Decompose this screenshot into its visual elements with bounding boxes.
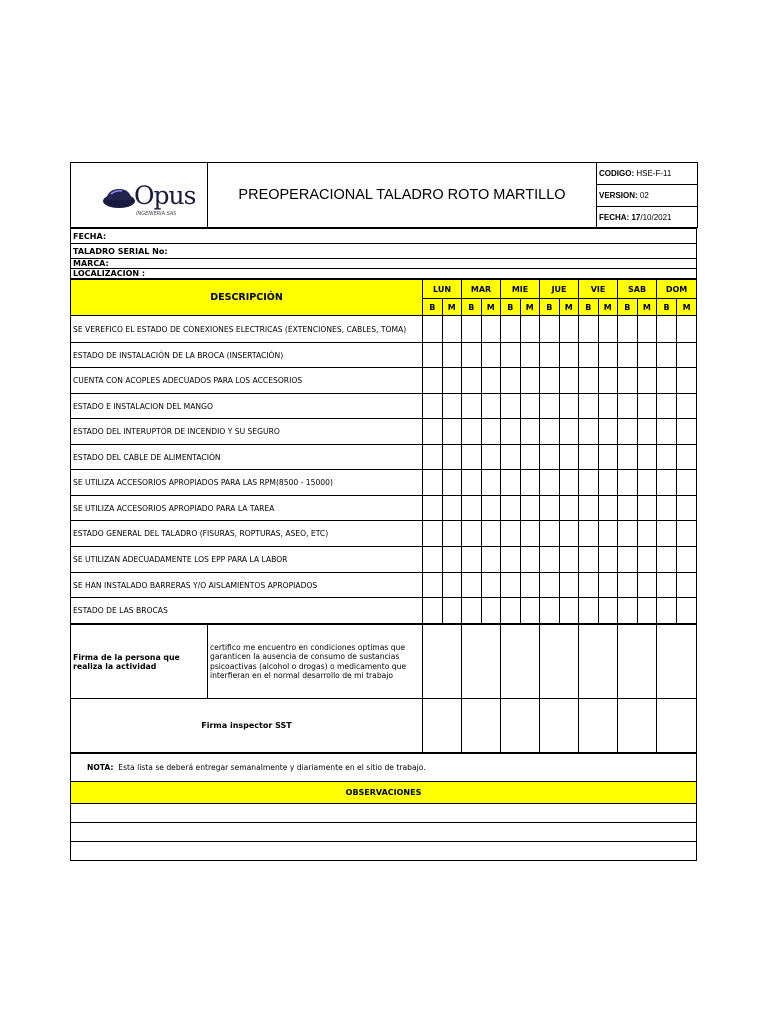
check-cell-sab-b[interactable] xyxy=(618,343,638,368)
observaciones-line[interactable] xyxy=(71,823,697,842)
helmet-icon xyxy=(102,187,136,209)
check-cell-vie-b[interactable] xyxy=(579,419,599,445)
check-cell-mie-b[interactable] xyxy=(501,419,521,445)
sub-b: B xyxy=(462,299,482,316)
check-cell-vie-b[interactable] xyxy=(579,470,599,496)
check-cell-mar-m[interactable] xyxy=(481,470,501,496)
check-cell-vie-m[interactable] xyxy=(598,470,618,496)
check-cell-mar-b[interactable] xyxy=(462,343,482,368)
check-cell-vie-m[interactable] xyxy=(598,419,618,445)
check-cell-dom-m[interactable] xyxy=(677,316,697,343)
header-table xyxy=(70,162,698,228)
check-cell-lun-b[interactable] xyxy=(423,521,443,547)
check-cell-lun-b[interactable] xyxy=(423,598,443,624)
sub-m: M xyxy=(677,299,697,316)
check-cell-sab-b[interactable] xyxy=(618,394,638,419)
checklist-body xyxy=(71,280,697,624)
check-cell-vie-m[interactable] xyxy=(598,573,618,598)
check-cell-lun-m[interactable] xyxy=(442,521,462,547)
check-cell-mar-m[interactable] xyxy=(481,521,501,547)
check-cell-vie-b[interactable] xyxy=(579,521,599,547)
check-cell-lun-m[interactable] xyxy=(442,316,462,343)
check-cell-dom-m[interactable] xyxy=(677,547,697,573)
check-cell-sab-b[interactable] xyxy=(618,316,638,343)
check-cell-jue-m[interactable] xyxy=(559,316,579,343)
check-cell-vie-m[interactable] xyxy=(598,496,618,521)
check-cell-vie-m[interactable] xyxy=(598,316,618,343)
checklist-row xyxy=(71,521,697,547)
logo-text: Opus xyxy=(134,181,196,210)
check-cell-sab-m[interactable] xyxy=(637,343,657,368)
sub-m: M xyxy=(481,299,501,316)
firma-inspector-vie[interactable] xyxy=(579,699,618,753)
check-cell-jue-b[interactable] xyxy=(540,394,560,419)
fecha-meta-rest: /10/2021 xyxy=(640,212,672,222)
check-cell-dom-m[interactable] xyxy=(677,445,697,470)
firma-persona-vie[interactable] xyxy=(579,625,618,699)
check-cell-mie-m[interactable] xyxy=(520,521,540,547)
check-cell-sab-b[interactable] xyxy=(618,368,638,394)
check-cell-mar-b[interactable] xyxy=(462,419,482,445)
day-header-mar: MAR xyxy=(462,280,501,299)
sub-m: M xyxy=(559,299,579,316)
check-cell-mar-b[interactable] xyxy=(462,368,482,394)
check-cell-mie-m[interactable] xyxy=(520,445,540,470)
checklist-item-label: ESTADO DE LAS BROCAS xyxy=(71,598,423,624)
firma-inspector-lun[interactable] xyxy=(423,699,462,753)
nota-text: Esta lista se deberá entregar semanalmente y diariamente en el sitio de trabajo. xyxy=(118,763,426,772)
check-cell-jue-m[interactable] xyxy=(559,394,579,419)
check-cell-mar-m[interactable] xyxy=(481,547,501,573)
checklist-item-label: ESTADO E INSTALACION DEL MANGO xyxy=(71,394,423,419)
check-cell-mar-m[interactable] xyxy=(481,496,501,521)
check-cell-mar-m[interactable] xyxy=(481,445,501,470)
check-cell-vie-b[interactable] xyxy=(579,598,599,624)
checklist-item-label: ESTADO DEL CABLE DE ALIMENTACIÓN xyxy=(71,445,423,470)
check-cell-mar-m[interactable] xyxy=(481,419,501,445)
check-cell-lun-m[interactable] xyxy=(442,547,462,573)
check-cell-mie-m[interactable] xyxy=(520,394,540,419)
day-header-mie: MIE xyxy=(501,280,540,299)
check-cell-vie-b[interactable] xyxy=(579,368,599,394)
taladro-serial-field[interactable]: TALADRO SERIAL No: xyxy=(71,244,697,259)
check-cell-mar-m[interactable] xyxy=(481,368,501,394)
check-cell-vie-m[interactable] xyxy=(598,598,618,624)
check-cell-lun-m[interactable] xyxy=(442,394,462,419)
sub-b: B xyxy=(501,299,521,316)
check-cell-sab-b[interactable] xyxy=(618,496,638,521)
check-cell-mie-b[interactable] xyxy=(501,496,521,521)
check-cell-jue-m[interactable] xyxy=(559,419,579,445)
version-value: 02 xyxy=(639,191,649,200)
firma-inspector-mie[interactable] xyxy=(501,699,540,753)
checklist-row xyxy=(71,496,697,521)
checklist-item-label: SE UTILIZA ACCESORIOS APROPIADO PARA LA TAREA xyxy=(71,496,423,521)
check-cell-mar-b[interactable] xyxy=(462,573,482,598)
check-cell-jue-m[interactable] xyxy=(559,598,579,624)
check-cell-vie-m[interactable] xyxy=(598,368,618,394)
checklist-item-label: CUENTA CON ACOPLES ADECUADOS PARA LOS ACCESORIOS xyxy=(71,368,423,394)
check-cell-mie-m[interactable] xyxy=(520,496,540,521)
check-cell-dom-b[interactable] xyxy=(657,496,677,521)
codigo-label: CODIGO: xyxy=(599,169,635,178)
check-cell-lun-b[interactable] xyxy=(423,547,443,573)
check-cell-mie-m[interactable] xyxy=(520,368,540,394)
check-cell-dom-b[interactable] xyxy=(657,573,677,598)
version-label: VERSION: xyxy=(599,191,638,200)
check-cell-mie-m[interactable] xyxy=(520,573,540,598)
fecha-meta-day: 17 xyxy=(631,212,641,222)
check-cell-dom-b[interactable] xyxy=(657,521,677,547)
check-cell-sab-b[interactable] xyxy=(618,419,638,445)
check-cell-sab-m[interactable] xyxy=(637,368,657,394)
check-cell-jue-m[interactable] xyxy=(559,521,579,547)
sub-b: B xyxy=(540,299,560,316)
inspection-form xyxy=(70,162,697,861)
check-cell-dom-b[interactable] xyxy=(657,394,677,419)
checklist-row xyxy=(71,573,697,598)
check-cell-mie-b[interactable] xyxy=(501,470,521,496)
check-cell-jue-m[interactable] xyxy=(559,547,579,573)
firma-persona-dom[interactable] xyxy=(657,625,697,699)
check-cell-jue-b[interactable] xyxy=(540,573,560,598)
observaciones-header: OBSERVACIONES xyxy=(71,782,697,804)
check-cell-dom-b[interactable] xyxy=(657,598,677,624)
check-cell-dom-m[interactable] xyxy=(677,573,697,598)
check-cell-jue-b[interactable] xyxy=(540,445,560,470)
certifico-text: certifico me encuentro en condiciones optimas que garanticen la ausencia de consumo de sustancias psicoactivas (alcohol o drogas) o medicamento que interfieran en el normal desarrollo de mi trabajo xyxy=(208,625,423,699)
check-cell-jue-b[interactable] xyxy=(540,419,560,445)
check-cell-dom-m[interactable] xyxy=(677,496,697,521)
check-cell-lun-b[interactable] xyxy=(423,316,443,343)
check-cell-sab-m[interactable] xyxy=(637,521,657,547)
check-cell-mie-b[interactable] xyxy=(501,547,521,573)
check-cell-mar-b[interactable] xyxy=(462,470,482,496)
checklist-item-label: SE HAN INSTALADO BARRERAS Y/O AISLAMIENTOS APROPIADOS xyxy=(71,573,423,598)
check-cell-mar-b[interactable] xyxy=(462,445,482,470)
checklist-row xyxy=(71,394,697,419)
check-cell-mar-m[interactable] xyxy=(481,394,501,419)
firma-inspector-dom[interactable] xyxy=(657,699,697,753)
day-header-vie: VIE xyxy=(579,280,618,299)
check-cell-dom-b[interactable] xyxy=(657,419,677,445)
check-cell-sab-b[interactable] xyxy=(618,547,638,573)
check-cell-sab-m[interactable] xyxy=(637,445,657,470)
sub-m: M xyxy=(598,299,618,316)
check-cell-lun-b[interactable] xyxy=(423,419,443,445)
check-cell-dom-b[interactable] xyxy=(657,343,677,368)
logo-cell xyxy=(71,163,208,228)
check-cell-lun-b[interactable] xyxy=(423,343,443,368)
check-cell-mar-b[interactable] xyxy=(462,598,482,624)
check-cell-sab-m[interactable] xyxy=(637,419,657,445)
firma-persona-lun[interactable] xyxy=(423,625,462,699)
check-cell-mar-m[interactable] xyxy=(481,598,501,624)
check-cell-vie-b[interactable] xyxy=(579,394,599,419)
check-cell-sab-b[interactable] xyxy=(618,521,638,547)
fecha-meta-label: FECHA: xyxy=(599,212,630,222)
nota-label: NOTA: xyxy=(87,763,114,772)
sub-b: B xyxy=(579,299,599,316)
checklist-row xyxy=(71,368,697,394)
check-cell-jue-b[interactable] xyxy=(540,343,560,368)
check-cell-lun-m[interactable] xyxy=(442,598,462,624)
check-cell-mar-b[interactable] xyxy=(462,496,482,521)
check-cell-jue-b[interactable] xyxy=(540,368,560,394)
sub-m: M xyxy=(520,299,540,316)
checklist-row xyxy=(71,343,697,368)
check-cell-lun-b[interactable] xyxy=(423,445,443,470)
check-cell-mar-b[interactable] xyxy=(462,521,482,547)
check-cell-mie-m[interactable] xyxy=(520,316,540,343)
check-cell-sab-m[interactable] xyxy=(637,547,657,573)
marca-field[interactable]: MARCA: xyxy=(71,259,697,269)
check-cell-mie-b[interactable] xyxy=(501,521,521,547)
check-cell-mie-b[interactable] xyxy=(501,445,521,470)
check-cell-jue-b[interactable] xyxy=(540,598,560,624)
firma-inspector-sab[interactable] xyxy=(618,699,657,753)
checklist-item-label: ESTADO DEL INTERUPTOR DE INCENDIO Y SU SEGURO xyxy=(71,419,423,445)
check-cell-mie-b[interactable] xyxy=(501,394,521,419)
check-cell-lun-m[interactable] xyxy=(442,573,462,598)
check-cell-sab-m[interactable] xyxy=(637,394,657,419)
check-cell-jue-b[interactable] xyxy=(540,496,560,521)
checklist-row xyxy=(71,547,697,573)
check-cell-vie-m[interactable] xyxy=(598,343,618,368)
check-cell-mar-b[interactable] xyxy=(462,547,482,573)
check-cell-lun-b[interactable] xyxy=(423,573,443,598)
checklist-item-label: SE UTILIZAN ADECUADAMENTE LOS EPP PARA LA LABOR xyxy=(71,547,423,573)
firma-persona-label: Firma de la persona que realiza la actividad xyxy=(71,625,208,699)
check-cell-vie-b[interactable] xyxy=(579,573,599,598)
check-cell-lun-m[interactable] xyxy=(442,470,462,496)
check-cell-lun-m[interactable] xyxy=(442,445,462,470)
check-cell-lun-m[interactable] xyxy=(442,343,462,368)
checklist-item-label: ESTADO GENERAL DEL TALADRO (FISURAS, ROPTURAS, ASEO, ETC) xyxy=(71,521,423,547)
firma-persona-mie[interactable] xyxy=(501,625,540,699)
check-cell-dom-b[interactable] xyxy=(657,470,677,496)
check-cell-lun-m[interactable] xyxy=(442,368,462,394)
day-header-lun: LUN xyxy=(423,280,462,299)
check-cell-dom-m[interactable] xyxy=(677,394,697,419)
check-cell-mie-m[interactable] xyxy=(520,470,540,496)
check-cell-vie-m[interactable] xyxy=(598,394,618,419)
check-cell-mie-m[interactable] xyxy=(520,547,540,573)
check-cell-jue-b[interactable] xyxy=(540,547,560,573)
check-cell-mie-m[interactable] xyxy=(520,419,540,445)
check-cell-lun-b[interactable] xyxy=(423,496,443,521)
descripcion-header: DESCRIPCIÓN xyxy=(71,280,423,316)
checklist-row xyxy=(71,470,697,496)
check-cell-sab-m[interactable] xyxy=(637,316,657,343)
check-cell-dom-m[interactable] xyxy=(677,368,697,394)
nota-table xyxy=(70,753,697,861)
version-cell xyxy=(597,185,698,207)
check-cell-mar-m[interactable] xyxy=(481,316,501,343)
firma-inspector-jue[interactable] xyxy=(540,699,579,753)
check-cell-sab-m[interactable] xyxy=(637,598,657,624)
check-cell-dom-m[interactable] xyxy=(677,521,697,547)
check-cell-dom-m[interactable] xyxy=(677,598,697,624)
fields-table xyxy=(70,228,697,279)
check-cell-vie-b[interactable] xyxy=(579,547,599,573)
check-cell-sab-b[interactable] xyxy=(618,573,638,598)
codigo-cell xyxy=(597,163,698,185)
sub-b: B xyxy=(423,299,443,316)
check-cell-jue-b[interactable] xyxy=(540,470,560,496)
check-cell-vie-b[interactable] xyxy=(579,445,599,470)
checklist-row xyxy=(71,598,697,624)
check-cell-jue-m[interactable] xyxy=(559,343,579,368)
firma-inspector-label: Firma inspector SST xyxy=(71,699,423,753)
day-header-dom: DOM xyxy=(657,280,697,299)
check-cell-sab-b[interactable] xyxy=(618,470,638,496)
observaciones-line[interactable] xyxy=(71,842,697,861)
check-cell-jue-m[interactable] xyxy=(559,496,579,521)
check-cell-dom-b[interactable] xyxy=(657,368,677,394)
check-cell-lun-b[interactable] xyxy=(423,470,443,496)
check-cell-dom-b[interactable] xyxy=(657,547,677,573)
check-cell-sab-m[interactable] xyxy=(637,573,657,598)
check-cell-mie-b[interactable] xyxy=(501,343,521,368)
checklist-item-label: SE UTILIZA ACCESORIOS APROPIADOS PARA LAS RPM(8500 - 15000) xyxy=(71,470,423,496)
checklist-item-label: ESTADO DE INSTALACIÓN DE LA BROCA (INSERTACIÓN) xyxy=(71,343,423,368)
check-cell-mie-b[interactable] xyxy=(501,368,521,394)
check-cell-lun-m[interactable] xyxy=(442,419,462,445)
check-cell-jue-m[interactable] xyxy=(559,470,579,496)
check-cell-dom-m[interactable] xyxy=(677,470,697,496)
check-cell-lun-b[interactable] xyxy=(423,394,443,419)
check-cell-lun-m[interactable] xyxy=(442,496,462,521)
check-cell-jue-m[interactable] xyxy=(559,445,579,470)
check-cell-jue-b[interactable] xyxy=(540,316,560,343)
fecha-meta-cell xyxy=(597,207,698,228)
checklist-table xyxy=(70,279,697,624)
check-cell-dom-m[interactable] xyxy=(677,343,697,368)
day-header-sab: SAB xyxy=(618,280,657,299)
form-title: PREOPERACIONAL TALADRO ROTO MARTILLO xyxy=(208,163,597,228)
sub-m: M xyxy=(442,299,462,316)
check-cell-dom-b[interactable] xyxy=(657,316,677,343)
check-cell-dom-b[interactable] xyxy=(657,445,677,470)
day-header-jue: JUE xyxy=(540,280,579,299)
check-cell-mar-b[interactable] xyxy=(462,316,482,343)
sub-m: M xyxy=(637,299,657,316)
check-cell-vie-m[interactable] xyxy=(598,547,618,573)
check-cell-mie-b[interactable] xyxy=(501,598,521,624)
fecha-field[interactable]: FECHA: xyxy=(71,229,697,244)
check-cell-dom-m[interactable] xyxy=(677,419,697,445)
observaciones-line[interactable] xyxy=(71,804,697,823)
company-logo xyxy=(84,175,194,215)
firma-persona-jue[interactable] xyxy=(540,625,579,699)
checklist-row xyxy=(71,445,697,470)
check-cell-mar-m[interactable] xyxy=(481,573,501,598)
check-cell-jue-m[interactable] xyxy=(559,573,579,598)
check-cell-sab-b[interactable] xyxy=(618,445,638,470)
check-cell-sab-m[interactable] xyxy=(637,496,657,521)
check-cell-lun-b[interactable] xyxy=(423,368,443,394)
check-cell-jue-m[interactable] xyxy=(559,368,579,394)
checklist-item-label: SE VEREFICO EL ESTADO DE CONEXIONES ELECTRICAS (EXTENCIONES, CABLES, TOMA) xyxy=(71,316,423,343)
check-cell-sab-m[interactable] xyxy=(637,470,657,496)
localizacion-field[interactable]: LOCALIZACION : xyxy=(71,269,697,279)
sub-b: B xyxy=(618,299,638,316)
checklist-row xyxy=(71,316,697,343)
nota-cell xyxy=(71,754,697,782)
codigo-value: HSE-F-11 xyxy=(636,169,672,178)
firma-persona-mar[interactable] xyxy=(462,625,501,699)
check-cell-sab-b[interactable] xyxy=(618,598,638,624)
check-cell-mar-m[interactable] xyxy=(481,343,501,368)
firma-persona-sab[interactable] xyxy=(618,625,657,699)
check-cell-vie-b[interactable] xyxy=(579,496,599,521)
firma-table xyxy=(70,624,697,753)
check-cell-vie-b[interactable] xyxy=(579,343,599,368)
check-cell-mie-m[interactable] xyxy=(520,343,540,368)
check-cell-mie-m[interactable] xyxy=(520,598,540,624)
check-cell-vie-m[interactable] xyxy=(598,445,618,470)
sub-b: B xyxy=(657,299,677,316)
check-cell-vie-b[interactable] xyxy=(579,316,599,343)
check-cell-jue-b[interactable] xyxy=(540,521,560,547)
check-cell-mie-b[interactable] xyxy=(501,573,521,598)
check-cell-vie-m[interactable] xyxy=(598,521,618,547)
check-cell-mar-b[interactable] xyxy=(462,394,482,419)
firma-inspector-mar[interactable] xyxy=(462,699,501,753)
checklist-row xyxy=(71,419,697,445)
check-cell-mie-b[interactable] xyxy=(501,316,521,343)
logo-subtitle: INGENIERIA SAS xyxy=(136,211,177,217)
